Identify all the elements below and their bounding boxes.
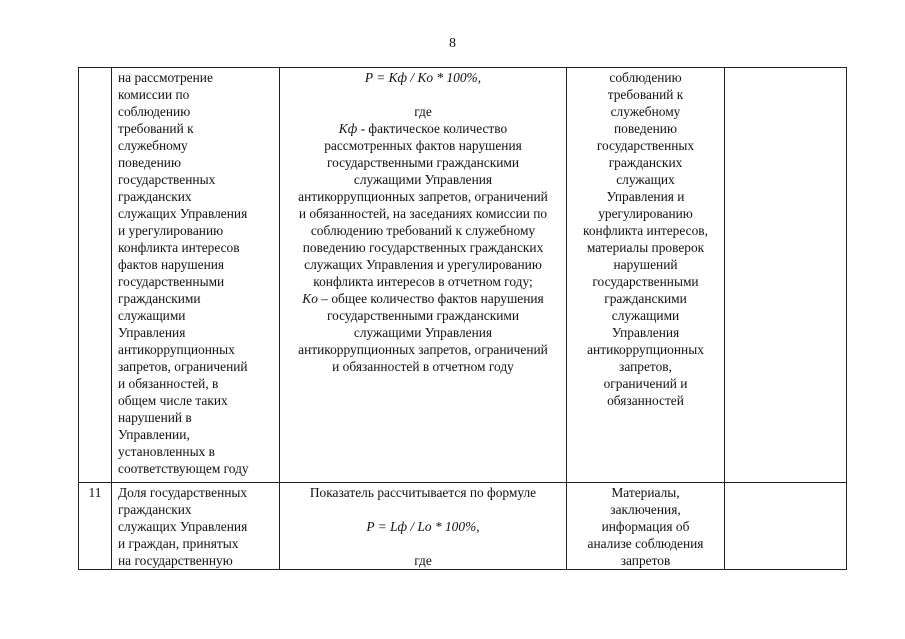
formula-definition-line: служащими Управления [353,172,493,187]
note-cell [725,68,847,483]
indicator-name-line: и граждан, принятых [118,536,239,551]
indicator-name-line: служащих Управления [118,519,248,534]
formula-definition-line: антикоррупционных запретов, ограничений [298,342,548,357]
indicator-name-line: Управления [118,325,186,340]
source-line: гражданскими [604,291,687,306]
page-number: 8 [449,36,456,51]
source-line: запретов [620,553,671,568]
indicator-name-line: конфликта интересов [118,240,240,255]
source-line: государственных [596,138,695,153]
indicator-name-line: государственных [118,172,216,187]
blank-line [284,86,562,103]
formula-definition-line [284,290,562,307]
formula-definition-line: соблюдению требований к служебному [310,223,536,238]
formula-definition-line: государственными гражданскими [326,308,520,323]
indicator-name-line: поведению [118,155,181,170]
indicator-name-cell [112,68,280,483]
formula-intro: Показатель рассчитывается по формуле [309,485,537,500]
indicator-name-line: гражданских [118,189,192,204]
formula-symbol: Kф [338,121,358,136]
blank-line [284,535,562,552]
source-line: служащими [611,308,680,323]
indicator-name-line: на государственную [118,553,233,568]
row-number-cell [79,483,112,570]
formula-definition-text: – общее количество фактов нарушения [317,291,544,306]
indicator-name-line: служебному [118,138,188,153]
row-number: 11 [88,485,102,500]
indicator-name-line: Доля государственных [118,485,248,500]
indicator-name-line: и урегулированию [118,223,224,238]
source-line: антикоррупционных [587,342,704,357]
source-line: нарушений [613,257,678,272]
source-line: запретов, [619,359,672,374]
indicator-name-line: гражданских [118,502,192,517]
note-cell [725,483,847,570]
indicator-name-line: государственными [118,274,225,289]
source-line: Управления [611,325,680,340]
formula-definition-line: поведению государственных гражданских [302,240,544,255]
source-line: материалы проверок [586,240,705,255]
source-line: служащих [616,172,675,187]
source-line: служебному [610,104,681,119]
indicator-name-line: нарушений в [118,410,192,425]
formula-expression: P = Kф / Ko * 100%, [364,70,482,85]
formula-definition-line: государственными гражданскими [326,155,520,170]
indicator-name-line: фактов нарушения [118,257,225,272]
indicators-table [78,67,847,570]
indicator-name-line: Управлении, [118,427,190,442]
formula-cell [280,68,567,483]
source-line: конфликта интересов, [583,223,708,238]
formula-symbol: Ko [302,291,318,306]
formula-definition-text: - фактическое количество [357,121,508,136]
table-row [79,68,847,483]
source-line: требований к [607,87,684,102]
source-line: урегулированию [598,206,693,221]
formula-definition-line: рассмотренных фактов нарушения [324,138,522,153]
source-line: ограничений и [603,376,688,391]
indicator-name-line: требований к [118,121,194,136]
source-line: информация об [601,519,690,534]
indicator-name-line: служащими [118,308,186,323]
formula-definition-line: служащими Управления [353,325,493,340]
formula-expression: P = Lф / Lo * 100%, [366,519,480,534]
formula-definition-line: и обязанностей в отчетном году [332,359,514,374]
source-line: государственными [592,274,699,289]
indicator-name-line: на рассмотрение [118,70,213,85]
source-line: соблюдению [609,70,682,85]
indicator-name-line: антикоррупционных [118,342,235,357]
indicator-name-line: запретов, ограничений [118,359,248,374]
indicator-name-line: соответствующем году [118,461,249,476]
source-line: гражданских [608,155,683,170]
indicator-name-line: общем числе таких [118,393,228,408]
source-line: обязанностей [607,393,684,408]
row-number-cell [79,68,112,483]
formula-where: где [414,104,432,119]
formula-cell [280,483,567,570]
formula-definition-line: антикоррупционных запретов, ограничений [298,189,548,204]
indicator-name-line: и обязанностей, в [118,376,219,391]
indicator-name-line: установленных в [118,444,215,459]
source-line: поведению [614,121,677,136]
source-line: Управления и [606,189,685,204]
indicator-name-line: гражданскими [118,291,201,306]
indicator-name-line: соблюдению [118,104,191,119]
blank-line [284,501,562,518]
formula-where: где [414,553,432,568]
source-cell [567,483,725,570]
source-cell [567,68,725,483]
formula-definition-line: и обязанностей, на заседаниях комиссии по [298,206,548,221]
indicator-name-line: служащих Управления [118,206,248,221]
indicator-name-line: комиссии по [118,87,190,102]
source-line: заключения, [610,502,681,517]
formula-definition-line: конфликта интересов в отчетном году; [313,274,533,289]
table-row [79,483,847,570]
indicator-name-cell [112,483,280,570]
source-line: Материалы, [611,485,680,500]
source-line: анализе соблюдения [587,536,704,551]
formula-definition-line: служащих Управления и урегулированию [304,257,542,272]
formula-definition-line [284,120,562,137]
